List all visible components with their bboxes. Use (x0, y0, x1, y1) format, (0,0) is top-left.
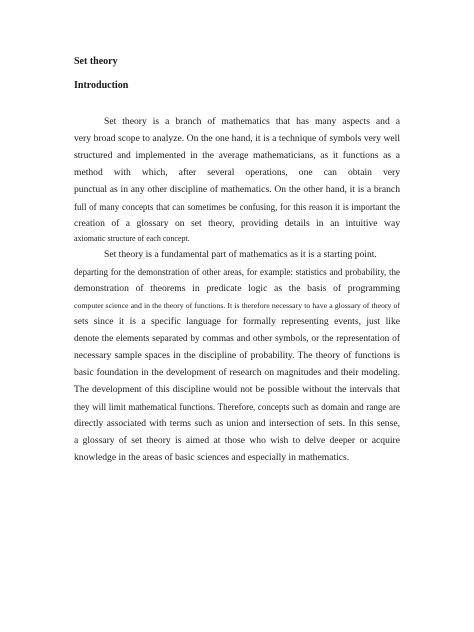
paragraph-line: Set theory is a branch of mathematics that has many aspects and a (104, 116, 400, 127)
paragraph-line: very broad scope to analyze. On the one hand, it is a technique of symbols very well (74, 133, 400, 144)
paragraph-line: method with which, after several operations, one can obtain very (74, 167, 400, 178)
paragraph-line: axiomatic structure of each concept. (74, 234, 190, 243)
paragraph-line: full of many concepts that can sometimes be confusing, for this reason it is important the (74, 202, 400, 212)
paragraph-line: The development of this discipline would not be possible without the intervals that (74, 384, 400, 395)
paragraph-line: a glossary of set theory is aimed at those who wish to delve deeper or acquire (74, 435, 400, 446)
paragraph-line: creation of a glossary on set theory, providing details in an intuitive way (74, 218, 400, 229)
paragraph-line: departing for the demonstration of other areas, for example: statistics and probability, the (74, 267, 400, 277)
paragraph-line: computer science and in the theory of functions. It is therefore necessary to have a glossary of theory of (74, 301, 400, 310)
section-heading: Introduction (74, 80, 129, 91)
paragraph-line: they will limit mathematical functions. Therefore, concepts such as domain and range are (74, 402, 400, 412)
paragraph-line: necessary sample spaces in the discipline of probability. The theory of functions is (74, 350, 400, 361)
paragraph-line: denote the elements separated by commas and other symbols, or the representation of (74, 334, 400, 344)
paragraph-line: knowledge in the areas of basic sciences and especially in mathematics. (74, 452, 350, 463)
paragraph-line: demonstration of theorems in predicate logic as the basis of programming (74, 283, 400, 294)
paragraph-line: basic foundation in the development of research on magnitudes and their modeling. (74, 367, 400, 378)
paragraph-line: sets since it is a specific language for formally representing events, just like (74, 316, 400, 327)
paragraph-line: punctual as in any other discipline of mathematics. On the other hand, it is a branch (74, 184, 400, 195)
paragraph-line: structured and implemented in the average mathematicians, as it functions as a (74, 150, 400, 161)
paragraph-line: directly associated with terms such as union and intersection of sets. In this sense, (74, 418, 400, 429)
document-title: Set theory (74, 56, 118, 67)
paragraph-line: Set theory is a fundamental part of mathematics as it is a starting point. (104, 249, 377, 260)
